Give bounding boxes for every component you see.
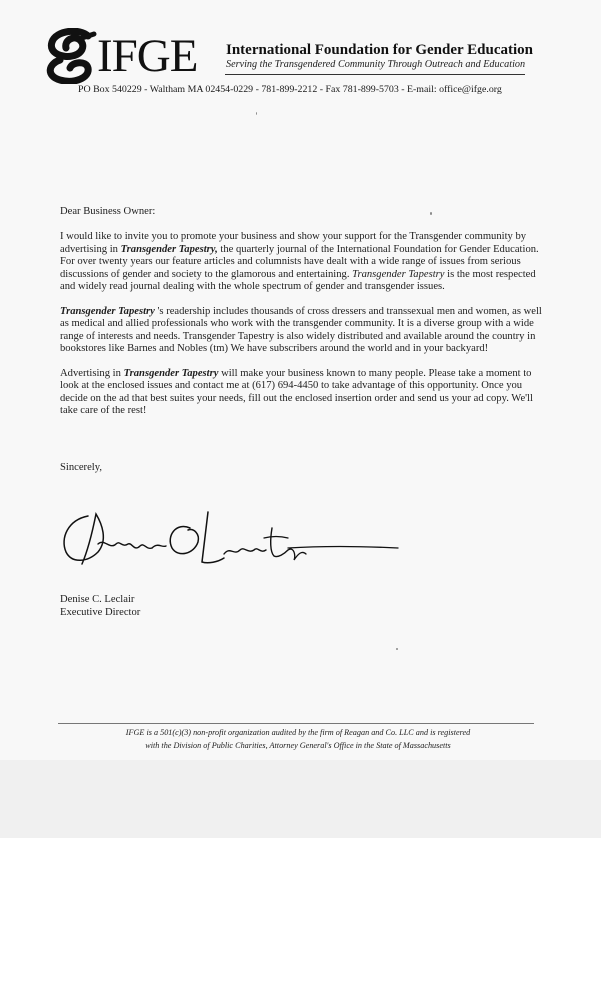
- contact-info: PO Box 540229 - Waltham MA 02454-0229 - 781-899-2212 - Fax 781-899-5703 - E-mail: office@ifge.org: [78, 84, 502, 95]
- scan-shade-band: [0, 760, 601, 838]
- logo-wordmark: IFGE: [97, 30, 198, 82]
- letter-body: [60, 206, 542, 430]
- handwritten-signature: [58, 498, 402, 576]
- organization-tagline: Serving the Transgendered Community Through Outreach and Education: [226, 59, 526, 70]
- signer-name: Denise C. Leclair: [60, 594, 135, 605]
- ifge-logo: [42, 28, 222, 84]
- ifge-g-mark-icon: [42, 28, 100, 84]
- footer-disclaimer: [60, 727, 536, 752]
- paragraph-invitation: [60, 231, 542, 293]
- p1-text-e: is the most respected and widely read journal dealing with the whole spectrum of gender and transgender issues.: [60, 268, 536, 293]
- scan-speck: [396, 648, 398, 650]
- paragraph-readership: [60, 306, 542, 356]
- p1-text-a: I would like to invite you to promote your business and show your support for the Transgender community by advertising in: [60, 231, 527, 255]
- p1-journal-title-italic: Transgender Tapestry: [352, 268, 445, 280]
- p3-journal-title: Transgender Tapestry: [123, 368, 219, 380]
- closing: Sincerely,: [60, 462, 102, 473]
- p3-text-c: will make your business known to many people. Please take a moment to look at the enclosed issues and contact me at (617) 694-4450 to take advantage of this opportunity. Once you decide on the ad that best suites your needs, fill out the enclosed insertion order and send us your ad copy. We'll take care of the rest!: [60, 368, 533, 417]
- p2-journal-title: Transgender Tapestry: [60, 305, 155, 317]
- paragraph-advertising: [60, 368, 542, 418]
- p2-text-b: 's readership includes thousands of cross dressers and transsexual men and women, as well as medical and allied professionals who work with the transgender community. It is a diverse group with a wide range of interests and needs. Transgender Tapestry is also widely distributed and available around the country in bookstores like Barnes and Nobles (tm) We have subscribers around the world and in your backyard!: [60, 305, 542, 355]
- header-divider: [225, 74, 525, 75]
- footer-line-1: IFGE is a 501(c)(3) non-profit organization audited by the firm of Reagan and Co. LLC and is registered: [125, 728, 471, 737]
- salutation: Dear Business Owner:: [60, 206, 156, 217]
- p1-text-c: the quarterly journal of the International Foundation for Gender Education. For over twenty years our feature articles and columnists have dealt with a wide range of issues from serious discussions of gender and society to the glamorous and entertaining.: [60, 243, 539, 280]
- signer-title: Executive Director: [60, 607, 141, 618]
- scan-speck: [430, 212, 432, 215]
- organization-name: International Foundation for Gender Education: [226, 42, 533, 58]
- footer-divider: [58, 723, 534, 724]
- p3-text-a: Advertising in: [60, 368, 124, 380]
- scan-speck: [256, 112, 257, 115]
- p1-journal-title: Transgender Tapestry,: [120, 243, 218, 255]
- footer-line-2: with the Division of Public Charities, Attorney General's Office in the State of Massachusetts: [145, 740, 451, 750]
